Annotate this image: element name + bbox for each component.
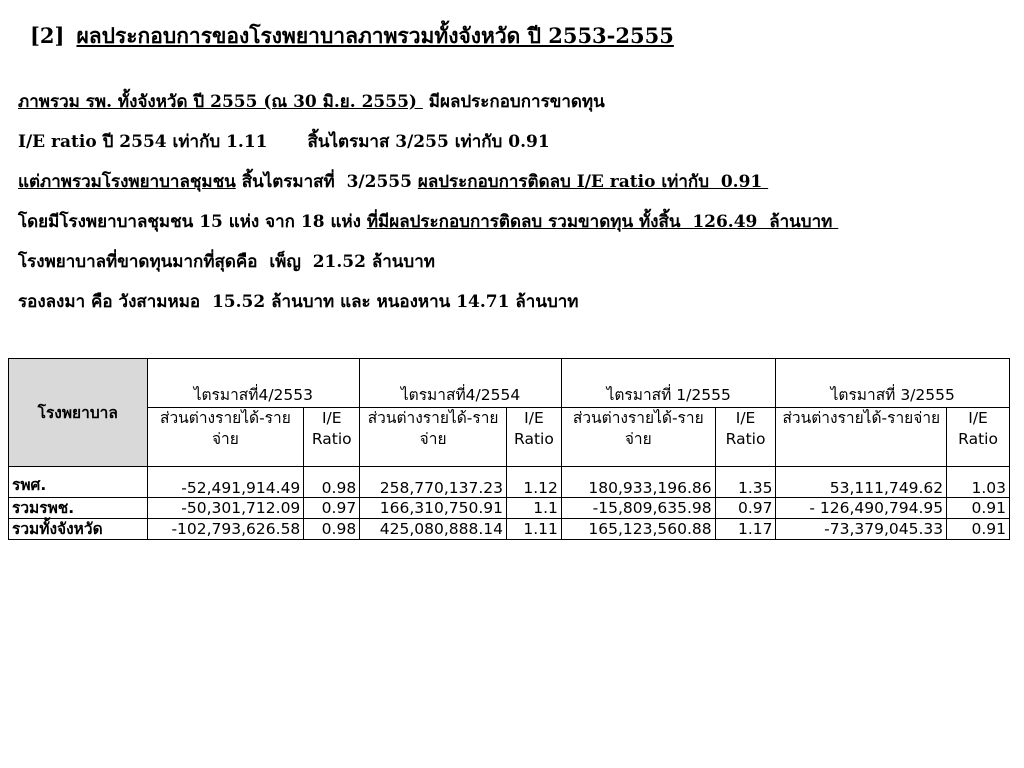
ratio-header: I/E Ratio <box>715 408 776 467</box>
summary-text <box>18 90 838 330</box>
performance-table <box>8 358 1010 540</box>
ratio-cell: 1.11 <box>507 519 562 540</box>
ratio-cell: 0.98 <box>304 467 360 498</box>
ratio-header: I/E Ratio <box>947 408 1010 467</box>
ratio-cell: 1.12 <box>507 467 562 498</box>
quarter-header: ไตรมาสที่ 1/2555 <box>561 359 776 408</box>
ratio-cell: 1.03 <box>947 467 1010 498</box>
summary-line-1-underlined: ภาพรวม รพ. ทั้งจังหวัด ปี 2555 (ณ 30 มิ.ย. 2555) <box>18 92 423 112</box>
diff-cell: 180,933,196.86 <box>561 467 715 498</box>
diff-cell: -52,491,914.49 <box>147 467 304 498</box>
quarter-header: ไตรมาสที่ 3/2555 <box>776 359 1010 408</box>
summary-line-2-b: สิ้นไตรมาส 3/255 เท่ากับ 0.91 <box>307 132 550 152</box>
summary-line-4-a: โดยมีโรงพยาบาลชุมชน 15 แห่ง จาก 18 แห่ง <box>18 212 367 232</box>
diff-cell: 425,080,888.14 <box>360 519 507 540</box>
diff-header: ส่วนต่างรายได้-รายจ่าย <box>360 408 507 467</box>
summary-line-2-a: I/E ratio ปี 2554 เท่ากับ 1.11 <box>18 132 268 152</box>
quarter-header: ไตรมาสที่4/2554 <box>360 359 562 408</box>
summary-line-3-a: แต่ภาพรวมโรงพยาบาลชุมชน <box>18 172 236 192</box>
summary-line-3-c: ผลประกอบการติดลบ I/E ratio เท่ากับ 0.91 <box>417 172 769 192</box>
table-row <box>9 467 1010 498</box>
summary-line-5-text: โรงพยาบาลที่ขาดทุนมากที่สุดคือ เพ็ญ 21.52 ล้านบาท <box>18 252 435 272</box>
hospital-header: โรงพยาบาล <box>9 359 148 467</box>
diff-cell: -102,793,626.58 <box>147 519 304 540</box>
summary-line-5 <box>18 250 838 290</box>
summary-line-4 <box>18 210 838 250</box>
slide-number: [2] <box>30 23 65 48</box>
diff-cell: -73,379,045.33 <box>776 519 947 540</box>
ratio-cell: 0.91 <box>947 498 1010 519</box>
title-text: ผลประกอบการของโรงพยาบาลภาพรวมทั้งจังหวัด ปี 2553-2555 <box>76 23 674 48</box>
ratio-cell: 0.91 <box>947 519 1010 540</box>
table-row <box>9 519 1010 540</box>
summary-line-3-b: สิ้นไตรมาสที่ 3/2555 <box>235 172 418 192</box>
page-title <box>30 20 674 53</box>
row-label: รพศ. <box>9 467 148 498</box>
ratio-header: I/E Ratio <box>304 408 360 467</box>
diff-cell: -15,809,635.98 <box>561 498 715 519</box>
diff-header: ส่วนต่างรายได้-รายจ่าย <box>561 408 715 467</box>
ratio-header: I/E Ratio <box>507 408 562 467</box>
summary-line-6 <box>18 290 838 330</box>
ratio-cell: 0.97 <box>304 498 360 519</box>
ratio-cell: 0.98 <box>304 519 360 540</box>
diff-cell: 166,310,750.91 <box>360 498 507 519</box>
ratio-cell: 1.1 <box>507 498 562 519</box>
row-label: รวมทั้งจังหวัด <box>9 519 148 540</box>
diff-cell: 53,111,749.62 <box>776 467 947 498</box>
summary-line-3 <box>18 170 838 210</box>
diff-cell: - 126,490,794.95 <box>776 498 947 519</box>
summary-line-6-text: รองลงมา คือ วังสามหมอ 15.52 ล้านบาท และ หนองหาน 14.71 ล้านบาท <box>18 292 579 312</box>
diff-cell: 258,770,137.23 <box>360 467 507 498</box>
table-row <box>9 498 1010 519</box>
quarter-header: ไตรมาสที่4/2553 <box>147 359 360 408</box>
diff-header: ส่วนต่างรายได้-รายจ่าย <box>776 408 947 467</box>
summary-line-4-b: ที่มีผลประกอบการติดลบ รวมขาดทุน ทั้งสิ้น 126.49 ล้านบาท <box>366 212 839 232</box>
diff-cell: -50,301,712.09 <box>147 498 304 519</box>
ratio-cell: 1.17 <box>715 519 776 540</box>
diff-cell: 165,123,560.88 <box>561 519 715 540</box>
row-label: รวมรพช. <box>9 498 148 519</box>
diff-header: ส่วนต่างรายได้-รายจ่าย <box>147 408 304 467</box>
summary-line-2 <box>18 130 838 170</box>
summary-line-1-rest: มีผลประกอบการขาดทุน <box>422 92 605 112</box>
ratio-cell: 1.35 <box>715 467 776 498</box>
ratio-cell: 0.97 <box>715 498 776 519</box>
summary-line-1 <box>18 90 838 130</box>
